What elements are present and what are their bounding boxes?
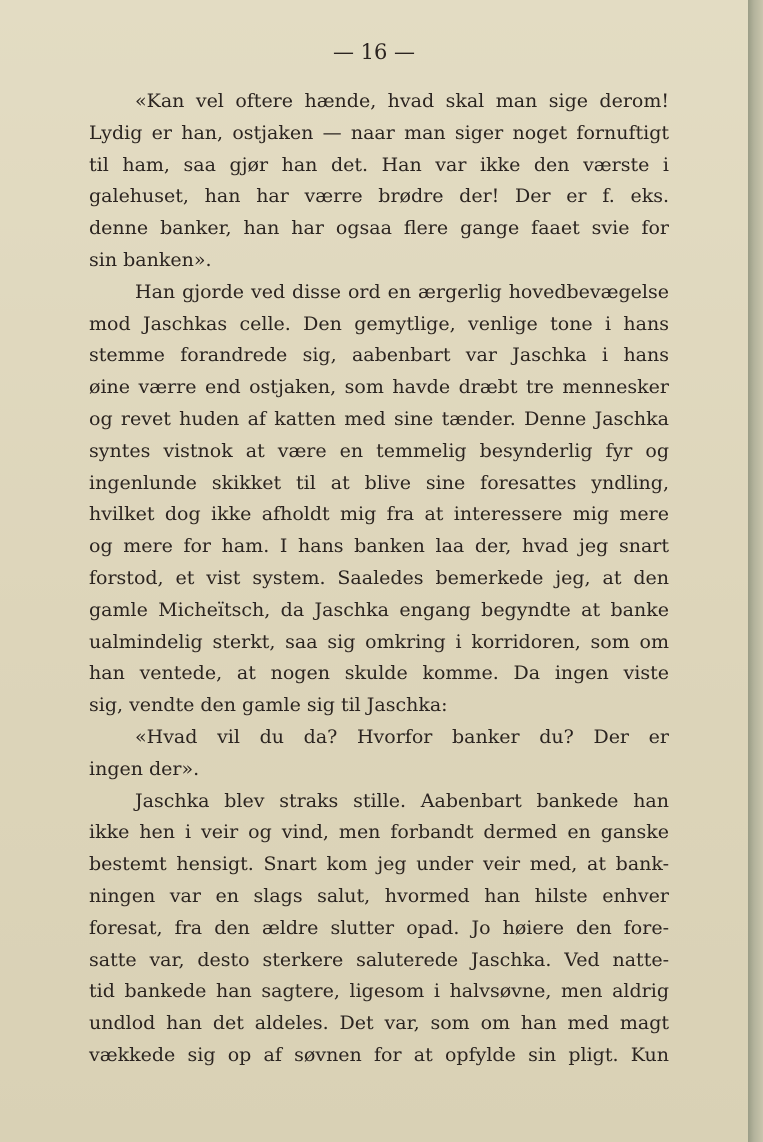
text-line: sig, vendte den gamle sig til Jaschka: xyxy=(89,694,448,717)
text-line: ualmindelig sterkt, saa sig omkring i korridoren, som om xyxy=(89,630,669,653)
text-line: ingenlunde skikket til at blive sine foresattes yndling, xyxy=(89,471,669,494)
text-line: «Hvad vil du da? Hvorfor banker du? Der er xyxy=(135,725,669,748)
text-line: Lydig er han, ostjaken — naar man siger noget fornuftigt xyxy=(89,121,669,144)
text-line: vækkede sig op af søvnen for at opfylde sin pligt. Kun xyxy=(89,1043,669,1066)
text-line: Han gjorde ved disse ord en ærgerlig hovedbevægelse xyxy=(135,280,669,303)
text-line: tid bankede han sagtere, ligesom i halvsøvne, men aldrig xyxy=(89,980,669,1003)
body-text xyxy=(89,86,669,1072)
text-line: «Kan vel oftere hænde, hvad skal man sige derom! xyxy=(135,90,669,112)
text-line: mod Jaschkas celle. Den gemytlige, venlige tone i hans xyxy=(89,312,669,335)
text-line: til ham, saa gjør han det. Han var ikke den værste i xyxy=(89,153,669,176)
text-line: denne banker, han har ogsaa flere gange faaet svie for xyxy=(89,217,669,240)
text-line: hvilket dog ikke afholdt mig fra at interessere mig mere xyxy=(89,503,669,526)
text-line: bestemt hensigt. Snart kom jeg under veir med, at bank- xyxy=(89,853,669,876)
text-line: og mere for ham. I hans banken laa der, hvad jeg snart xyxy=(89,535,669,558)
text-line: og revet huden af katten med sine tænder. Denne Jaschka xyxy=(89,407,669,430)
text-line: forstod, et vist system. Saaledes bemerkede jeg, at den xyxy=(89,566,669,589)
text-line: sin banken». xyxy=(89,248,212,271)
text-line: ningen var en slags salut, hvormed han hilste enhver xyxy=(89,884,669,907)
text-line: stemme forandrede sig, aabenbart var Jaschka i hans xyxy=(89,344,669,367)
text-line: øine værre end ostjaken, som havde dræbt tre mennesker xyxy=(89,376,669,399)
text-line: ikke hen i veir og vind, men forbandt dermed en ganske xyxy=(89,821,669,844)
text-line: satte var, desto sterkere saluterede Jaschka. Ved natte- xyxy=(89,948,669,971)
text-line: undlod han det aldeles. Det var, som om han med magt xyxy=(89,1012,669,1035)
text-line: han ventede, at nogen skulde komme. Da ingen viste xyxy=(89,662,669,685)
text-line: ingen der». xyxy=(89,757,200,780)
page-number: — 16 — xyxy=(332,40,416,64)
text-line: gamle Micheïtsch, da Jaschka engang begyndte at banke xyxy=(89,598,669,621)
text-line: foresat, fra den ældre slutter opad. Jo høiere den fore- xyxy=(89,916,669,939)
text-line: Jaschka blev straks stille. Aabenbart bankede han xyxy=(135,789,669,812)
text-line: galehuset, han har værre brødre der! Der er f. eks. xyxy=(89,185,669,208)
text-line: syntes vistnok at være en temmelig besynderlig fyr og xyxy=(89,439,669,462)
page-edge xyxy=(748,0,763,1142)
